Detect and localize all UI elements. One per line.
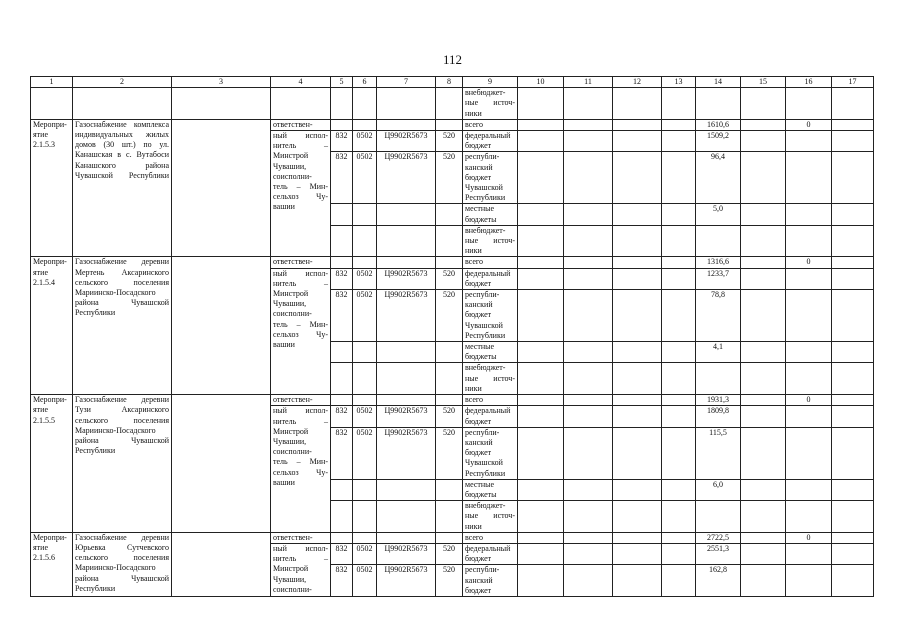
empty-cell [832,152,874,204]
amount-cell: 1809,8 [696,406,741,427]
empty-cell [741,257,786,268]
empty-cell [741,395,786,406]
empty-cell [564,119,613,130]
funding-source: федеральный бюджет [463,406,518,427]
empty-cell [832,565,874,597]
expense-type-code: 520 [436,565,463,597]
empty-cell [564,565,613,597]
empty-cell [832,363,874,395]
column-number: 9 [463,77,518,88]
empty-cell [662,88,696,120]
empty-cell [613,290,662,342]
empty-cell [832,290,874,342]
funding-source: всего [463,532,518,543]
measure-name: Газоснабжение деревни Тузи Аксаринского сельского поселения Мариинско-Посадского района Чувашской Республики [73,395,172,533]
empty-cell [662,427,696,479]
amount-cell [696,363,741,395]
column-number: 13 [662,77,696,88]
empty-cell [613,119,662,130]
executor-cell: ответствен- [271,257,331,268]
empty-cell [662,543,696,564]
amount-cell [696,501,741,533]
amount-cell [786,406,832,427]
amount-cell [786,225,832,257]
section-code [353,342,377,363]
amount-cell: 162,8 [696,565,741,597]
table-row [31,395,874,406]
column-number: 10 [518,77,564,88]
empty-cell [613,152,662,204]
empty-cell [662,119,696,130]
amount-cell [786,363,832,395]
empty-cell [786,88,832,120]
funding-source: внебюджет- ные источ- ники [463,225,518,257]
empty-cell [662,342,696,363]
empty-cell [613,257,662,268]
target-article-code [377,363,436,395]
executor-cell: ответствен- [271,119,331,130]
measure-name: Газоснабжение деревни Мертень Аксаринского сельского поселения Мариинско-Посадского района Чувашской Республики [73,257,172,395]
grbs-code: 832 [331,131,353,152]
empty-cell [741,225,786,257]
grbs-code: 832 [331,427,353,479]
empty-cell [518,225,564,257]
section-code: 0502 [353,565,377,597]
target-article-code: Ц9902R5673 [377,427,436,479]
grbs-code [331,225,353,257]
column-number: 14 [696,77,741,88]
funding-source: республи- канский бюджет Чувашской Республики [463,290,518,342]
amount-cell [786,290,832,342]
empty-cell [518,88,564,120]
expense-type-code [436,479,463,500]
empty-cell [613,88,662,120]
section-code: 0502 [353,427,377,479]
empty-cell [832,406,874,427]
empty-cell [518,290,564,342]
target-article-code [377,395,436,406]
empty-cell [832,119,874,130]
amount-cell [786,204,832,225]
funding-source: местные бюджеты [463,479,518,500]
section-code [353,363,377,395]
empty-cell [832,342,874,363]
continuation-row [31,88,874,120]
empty-cell [172,119,271,257]
empty-cell [518,342,564,363]
empty-cell [353,88,377,120]
column-number: 3 [172,77,271,88]
measure-id: Меропри- ятие 2.1.5.6 [31,532,73,596]
amount-cell: 0 [786,257,832,268]
empty-cell [662,532,696,543]
executor-cell: ответствен- [271,532,331,543]
empty-cell [518,152,564,204]
empty-cell [741,204,786,225]
empty-cell [741,88,786,120]
empty-cell [613,532,662,543]
section-code [353,532,377,543]
target-article-code [377,204,436,225]
amount-cell: 1233,7 [696,268,741,289]
target-article-code: Ц9902R5673 [377,268,436,289]
column-number: 12 [613,77,662,88]
empty-cell [613,342,662,363]
target-article-code [377,342,436,363]
funding-source: местные бюджеты [463,342,518,363]
empty-cell [741,342,786,363]
empty-cell [832,131,874,152]
empty-cell [662,204,696,225]
funding-source: внебюджет- ные источ- ники [463,501,518,533]
empty-cell [741,427,786,479]
empty-cell [564,204,613,225]
empty-cell [741,406,786,427]
empty-cell [518,427,564,479]
empty-cell [741,131,786,152]
empty-cell [613,565,662,597]
empty-cell [613,204,662,225]
empty-cell [518,257,564,268]
column-number: 11 [564,77,613,88]
amount-cell: 96,4 [696,152,741,204]
empty-cell [832,543,874,564]
empty-cell [741,501,786,533]
measure-id: Меропри- ятие 2.1.5.4 [31,257,73,395]
empty-cell [832,204,874,225]
empty-cell [662,501,696,533]
empty-cell [377,88,436,120]
expense-type-code [436,501,463,533]
empty-cell [662,290,696,342]
empty-cell [662,268,696,289]
empty-cell [741,152,786,204]
column-number: 1 [31,77,73,88]
empty-cell [741,532,786,543]
section-code: 0502 [353,131,377,152]
funding-source: всего [463,119,518,130]
funding-source: республи- канский бюджет Чувашской Республики [463,427,518,479]
expense-type-code: 520 [436,427,463,479]
measure-name: Газоснабжение комплекса индивидуальных жилых домов (30 шт.) по ул. Канашская в с. Вутабоси Канашского района Чувашской Республики [73,119,172,257]
section-code: 0502 [353,290,377,342]
amount-cell [786,152,832,204]
column-number: 15 [741,77,786,88]
empty-cell [741,479,786,500]
target-article-code [377,257,436,268]
measure-id: Меропри- ятие 2.1.5.5 [31,395,73,533]
amount-cell [786,501,832,533]
empty-cell [832,268,874,289]
empty-cell [564,532,613,543]
empty-cell [741,290,786,342]
grbs-code [331,119,353,130]
empty-cell [613,501,662,533]
empty-cell [832,532,874,543]
empty-cell [613,543,662,564]
section-code [353,204,377,225]
funding-source: местные бюджеты [463,204,518,225]
amount-cell: 4,1 [696,342,741,363]
expense-type-code [436,257,463,268]
column-number: 8 [436,77,463,88]
empty-cell [832,427,874,479]
table-body [31,77,874,597]
amount-cell: 1316,6 [696,257,741,268]
section-code [353,479,377,500]
grbs-code: 832 [331,268,353,289]
grbs-code [331,479,353,500]
target-article-code: Ц9902R5673 [377,290,436,342]
executor-cell: ный испол- нитель – Минстрой Чувашии, соисполни- тель – Мин- сельхоз Чу- вашии [271,131,331,257]
empty-cell [518,204,564,225]
source-cell: внебюджет- ные источ- ники [463,88,518,120]
amount-cell [696,225,741,257]
section-code: 0502 [353,268,377,289]
target-article-code: Ц9902R5673 [377,565,436,597]
empty-cell [832,257,874,268]
target-article-code [377,119,436,130]
empty-cell [662,395,696,406]
empty-cell [662,257,696,268]
empty-cell [518,501,564,533]
target-article-code: Ц9902R5673 [377,543,436,564]
empty-cell [564,427,613,479]
measure-id: Меропри- ятие 2.1.5.3 [31,119,73,257]
amount-cell: 0 [786,395,832,406]
expense-type-code [436,363,463,395]
empty-cell [613,268,662,289]
amount-cell: 5,0 [696,204,741,225]
target-article-code: Ц9902R5673 [377,131,436,152]
empty-cell [832,501,874,533]
expense-type-code [436,395,463,406]
empty-cell [73,88,172,120]
section-code [353,257,377,268]
empty-cell [741,119,786,130]
section-code: 0502 [353,152,377,204]
empty-cell [696,88,741,120]
column-number: 2 [73,77,172,88]
empty-cell [436,88,463,120]
grbs-code: 832 [331,565,353,597]
empty-cell [518,532,564,543]
empty-cell [564,131,613,152]
column-number: 5 [331,77,353,88]
empty-cell [172,88,271,120]
grbs-code: 832 [331,290,353,342]
empty-cell [172,257,271,395]
empty-cell [271,88,331,120]
empty-cell [518,406,564,427]
grbs-code: 832 [331,406,353,427]
empty-cell [518,363,564,395]
column-number: 6 [353,77,377,88]
empty-cell [564,406,613,427]
column-number-row [31,77,874,88]
amount-cell [786,479,832,500]
empty-cell [613,131,662,152]
empty-cell [613,363,662,395]
executor-cell: ный испол- нитель – Минстрой Чувашии, соисполни- тель – Мин- сельхоз Чу- вашии [271,406,331,532]
empty-cell [662,406,696,427]
empty-cell [518,543,564,564]
funding-source: республи- канский бюджет [463,565,518,597]
expense-type-code [436,225,463,257]
empty-cell [564,257,613,268]
amount-cell [786,543,832,564]
section-code: 0502 [353,406,377,427]
empty-cell [564,290,613,342]
table-row [31,119,874,130]
empty-cell [31,88,73,120]
expense-type-code: 520 [436,268,463,289]
empty-cell [832,88,874,120]
empty-cell [613,225,662,257]
empty-cell [741,268,786,289]
grbs-code [331,532,353,543]
amount-cell [786,565,832,597]
expense-type-code [436,532,463,543]
empty-cell [172,395,271,533]
page-number: 112 [442,52,463,67]
grbs-code: 832 [331,543,353,564]
grbs-code: 832 [331,152,353,204]
empty-cell [741,543,786,564]
executor-cell: ный испол- нитель – Минстрой Чувашии, соисполни- [271,543,331,596]
amount-cell: 6,0 [696,479,741,500]
expense-type-code: 520 [436,290,463,342]
expense-type-code [436,119,463,130]
grbs-code [331,204,353,225]
empty-cell [741,565,786,597]
section-code [353,395,377,406]
empty-cell [518,395,564,406]
target-article-code: Ц9902R5673 [377,406,436,427]
empty-cell [613,395,662,406]
column-number: 17 [832,77,874,88]
expense-type-code [436,204,463,225]
expense-type-code: 520 [436,152,463,204]
amount-cell: 115,5 [696,427,741,479]
executor-cell: ный испол- нитель – Минстрой Чувашии, соисполни- тель – Мин- сельхоз Чу- вашии [271,268,331,394]
target-article-code [377,479,436,500]
funding-source: внебюджет- ные источ- ники [463,363,518,395]
empty-cell [832,225,874,257]
section-code [353,501,377,533]
empty-cell [331,88,353,120]
measure-name: Газоснабжение деревни Юрьевка Сутчевского сельского поселения Мариинско-Посадского района Чувашской Республики [73,532,172,596]
empty-cell [564,152,613,204]
empty-cell [564,501,613,533]
amount-cell: 0 [786,532,832,543]
empty-cell [662,479,696,500]
table-row [31,257,874,268]
amount-cell [786,268,832,289]
section-code [353,225,377,257]
column-number: 16 [786,77,832,88]
grbs-code [331,395,353,406]
empty-cell [662,225,696,257]
grbs-code [331,342,353,363]
target-article-code: Ц9902R5673 [377,152,436,204]
empty-cell [613,406,662,427]
amount-cell [786,342,832,363]
expense-type-code: 520 [436,406,463,427]
empty-cell [564,479,613,500]
target-article-code [377,501,436,533]
amount-cell: 2551,3 [696,543,741,564]
empty-cell [613,479,662,500]
amount-cell [786,131,832,152]
empty-cell [564,225,613,257]
amount-cell: 1931,3 [696,395,741,406]
program-table [30,76,874,597]
amount-cell: 1509,2 [696,131,741,152]
section-code [353,119,377,130]
empty-cell [518,119,564,130]
empty-cell [662,363,696,395]
empty-cell [564,543,613,564]
table-row [31,532,874,543]
empty-cell [564,342,613,363]
amount-cell: 78,8 [696,290,741,342]
expense-type-code: 520 [436,131,463,152]
grbs-code [331,501,353,533]
target-article-code [377,225,436,257]
empty-cell [564,88,613,120]
empty-cell [564,395,613,406]
executor-cell: ответствен- [271,395,331,406]
expense-type-code: 520 [436,543,463,564]
empty-cell [662,152,696,204]
amount-cell [786,427,832,479]
empty-cell [518,565,564,597]
funding-source: республи- канский бюджет Чувашской Республики [463,152,518,204]
expense-type-code [436,342,463,363]
empty-cell [564,268,613,289]
empty-cell [564,363,613,395]
empty-cell [613,427,662,479]
funding-source: всего [463,257,518,268]
funding-source: всего [463,395,518,406]
target-article-code [377,532,436,543]
funding-source: федеральный бюджет [463,268,518,289]
empty-cell [832,479,874,500]
amount-cell: 0 [786,119,832,130]
grbs-code [331,257,353,268]
funding-source: федеральный бюджет [463,131,518,152]
empty-cell [518,268,564,289]
empty-cell [518,479,564,500]
amount-cell: 1610,6 [696,119,741,130]
empty-cell [518,131,564,152]
funding-source: федеральный бюджет [463,543,518,564]
column-number: 4 [271,77,331,88]
section-code: 0502 [353,543,377,564]
amount-cell: 2722,5 [696,532,741,543]
empty-cell [662,565,696,597]
column-number: 7 [377,77,436,88]
empty-cell [172,532,271,596]
empty-cell [832,395,874,406]
empty-cell [662,131,696,152]
empty-cell [741,363,786,395]
grbs-code [331,363,353,395]
